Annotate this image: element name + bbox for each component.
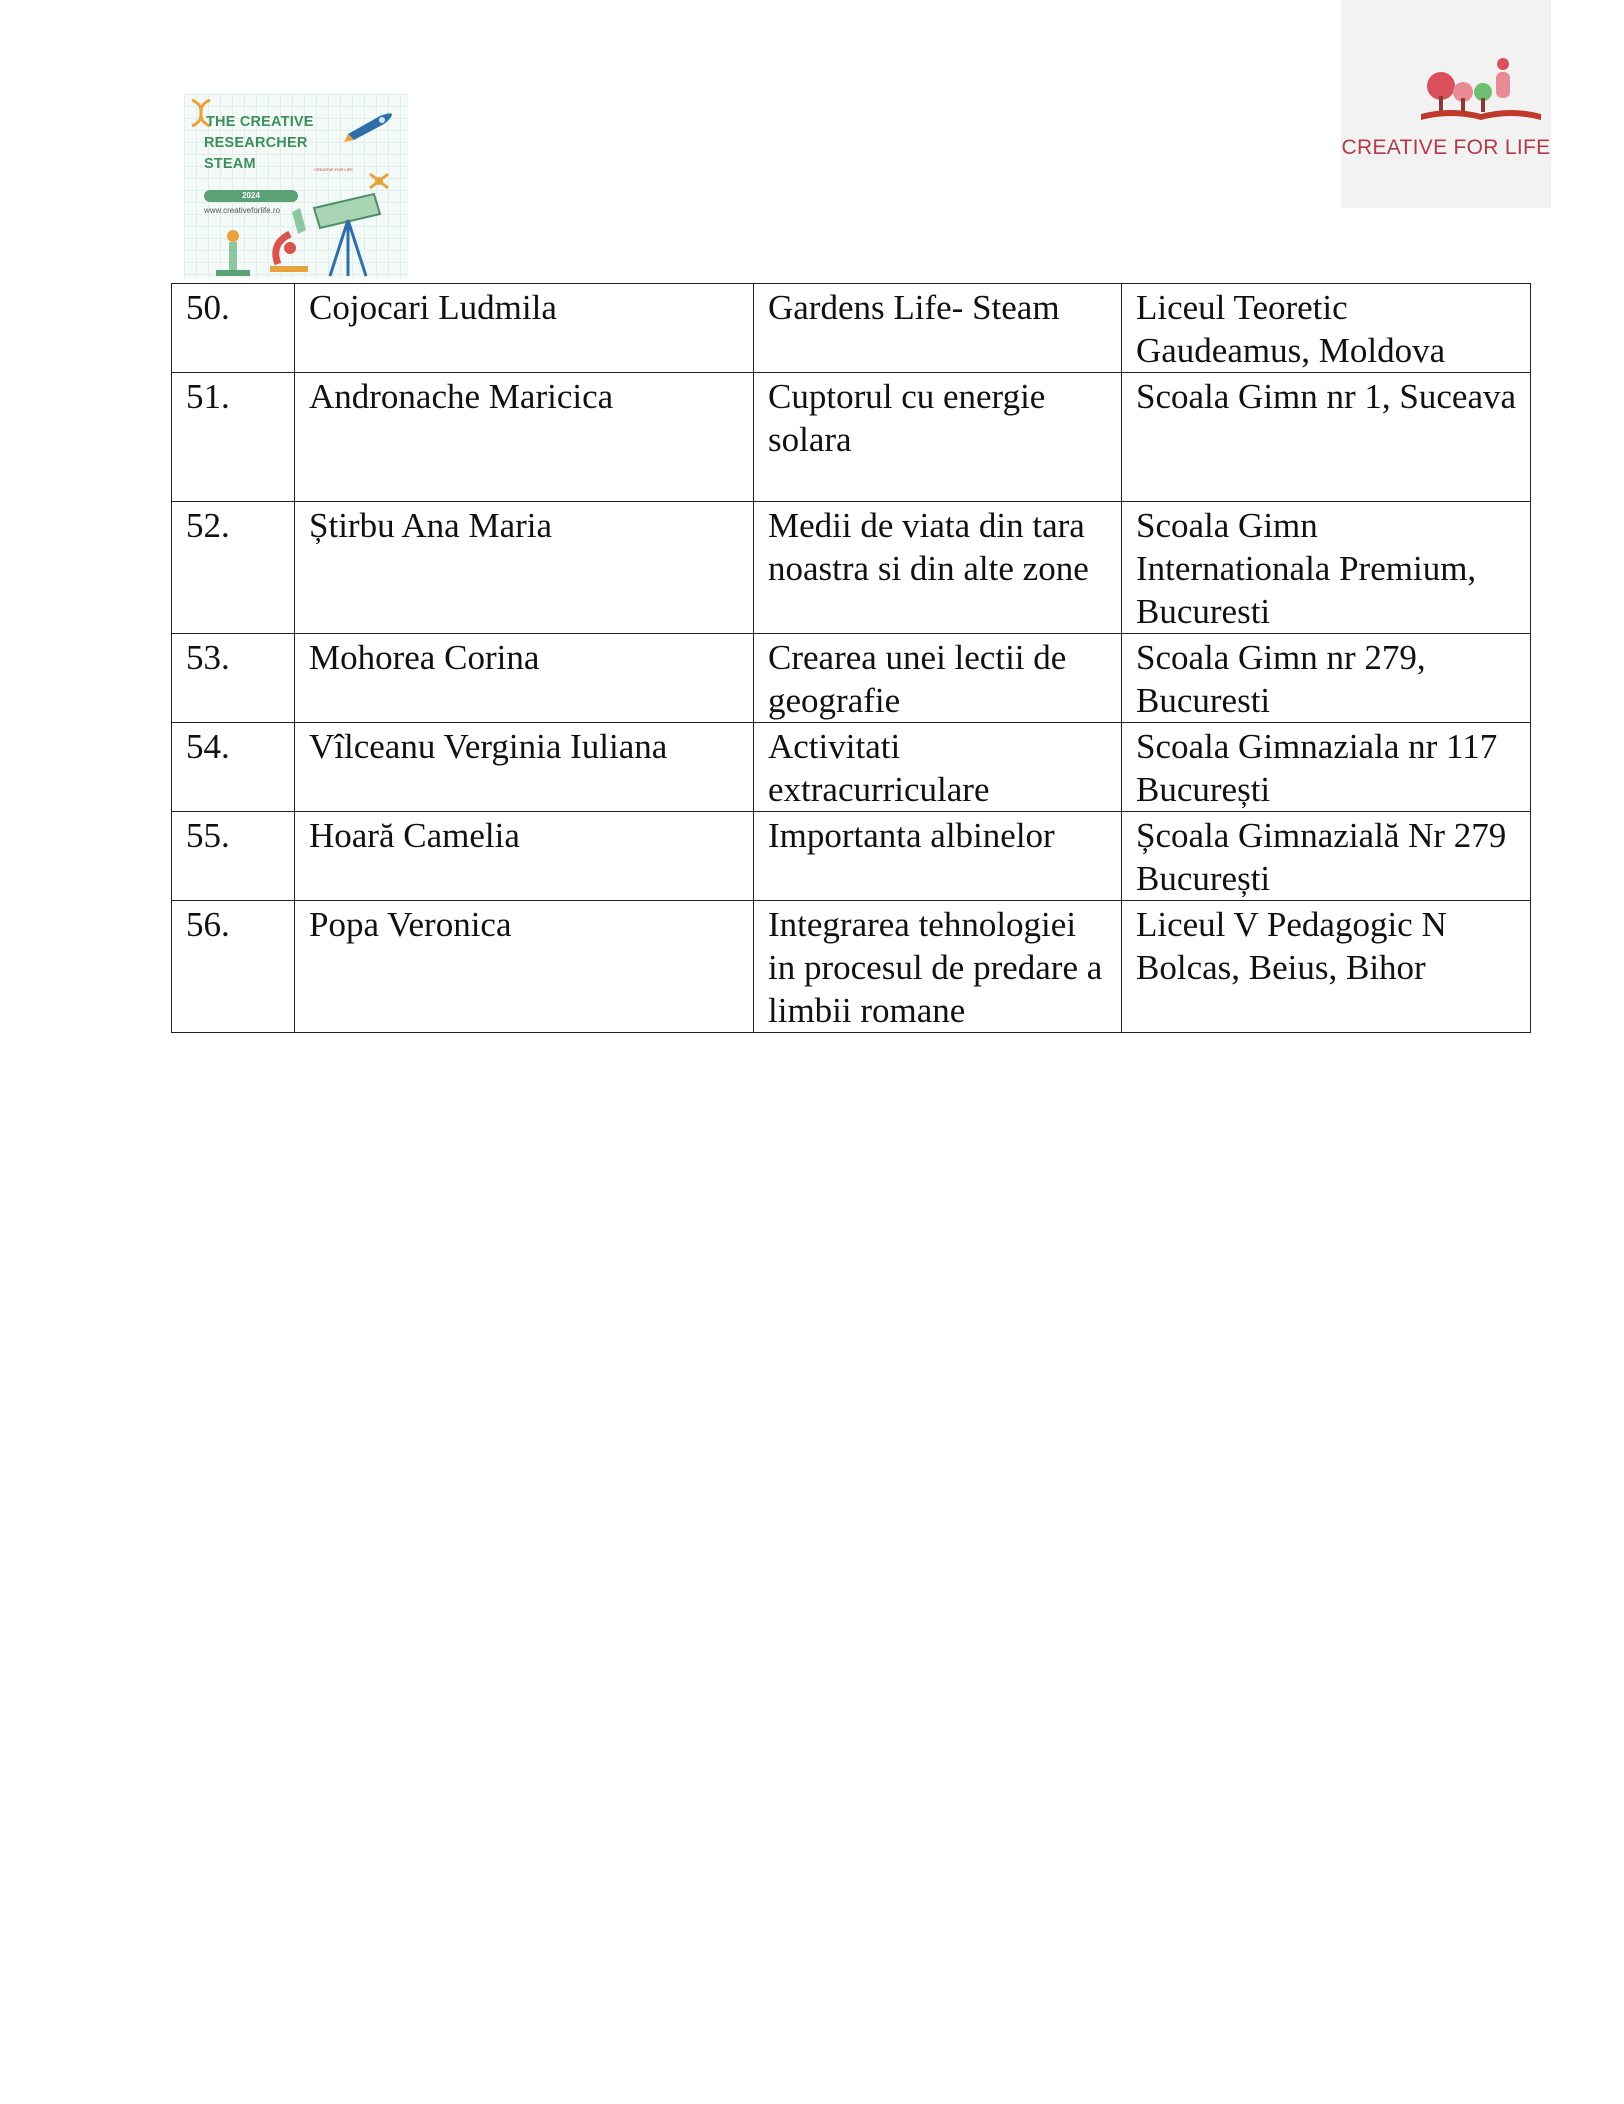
participant-name: Cojocari Ludmila (295, 284, 754, 373)
school-name: Scoala Gimn Internationala Premium, Bucuresti (1122, 502, 1531, 634)
table-row (172, 373, 1531, 502)
logo-line-1: THE CREATIVE (206, 114, 314, 130)
participant-name: Hoară Camelia (295, 812, 754, 901)
project-title: Crearea unei lectii de geografie (754, 634, 1122, 723)
participant-name: Andronache Maricica (295, 373, 754, 502)
school-name: Scoala Gimnaziala nr 117 București (1122, 723, 1531, 812)
trees-on-book-icon (1411, 56, 1551, 126)
row-number: 52. (172, 502, 295, 634)
flask-burner-icon (212, 218, 254, 278)
project-title: Importanta albinelor (754, 812, 1122, 901)
school-name: Școala Gimnazială Nr 279 București (1122, 812, 1531, 901)
row-number: 51. (172, 373, 295, 502)
project-title: Integrarea tehnologiei in procesul de predare a limbii romane (754, 901, 1122, 1033)
creative-for-life-logo (1341, 0, 1551, 208)
rocket-icon (344, 108, 396, 142)
project-title: Cuptorul cu energie solara (754, 373, 1122, 502)
participant-name: Popa Veronica (295, 901, 754, 1033)
row-number: 54. (172, 723, 295, 812)
table-row (172, 723, 1531, 812)
participant-name: Mohorea Corina (295, 634, 754, 723)
project-title: Gardens Life- Steam (754, 284, 1122, 373)
table-row (172, 502, 1531, 634)
year-badge: 2024 (204, 190, 298, 202)
logo-url: www.creativeforlife.ro (204, 206, 281, 215)
row-number: 53. (172, 634, 295, 723)
school-name: Scoala Gimn nr 1, Suceava (1122, 373, 1531, 502)
row-number: 56. (172, 901, 295, 1033)
project-title: Activitati extracurriculare (754, 723, 1122, 812)
border-gap (295, 886, 525, 889)
brand-name: CREATIVE FOR LIFE (1341, 136, 1551, 159)
table-row (172, 901, 1531, 1033)
school-name: Liceul V Pedagogic N Bolcas, Beius, Bihor (1122, 901, 1531, 1033)
creative-researcher-steam-logo (184, 94, 408, 278)
project-title: Medii de viata din tara noastra si din alte zone (754, 502, 1122, 634)
row-number: 55. (172, 812, 295, 901)
school-name: Scoala Gimn nr 279, Bucuresti (1122, 634, 1531, 723)
mini-brand-text: CREATIVE FOR LIFE (314, 167, 353, 172)
logo-line-2: RESEARCHER (204, 135, 308, 151)
school-name: Liceul Teoretic Gaudeamus, Moldova (1122, 284, 1531, 373)
telescope-icon (308, 188, 388, 278)
table-row (172, 284, 1531, 373)
row-number: 50. (172, 284, 295, 373)
table-row (172, 634, 1531, 723)
participant-name: Știrbu Ana Maria (295, 502, 754, 634)
participant-name: Vîlceanu Verginia Iuliana (295, 723, 754, 812)
logo-line-3: STEAM (204, 156, 256, 172)
microscope-icon (264, 204, 314, 274)
participants-table (171, 283, 1531, 1033)
